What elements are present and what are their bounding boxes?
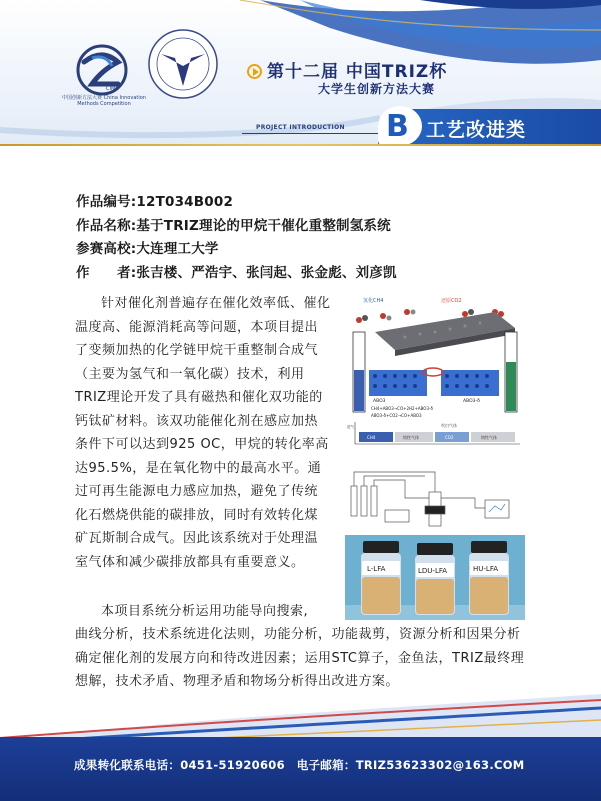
label-abo3-delta: ABO3-δ [463,399,480,404]
description-paragraph-2-cont: 曲线分析，技术系统进化法则，功能分析，功能裁剪，资源分析和因果分析确定催化剂的发展方向和待改进因素；运用STC算子，金鱼法，TRIZ最终理想解，技术矛盾、物理矛盾和物场分析得出改进方案。 [75,627,525,689]
project-id: 作品编号:12T034B002 [76,194,234,210]
category-banner [378,109,601,145]
category-letter: B [386,109,409,144]
chemical-looping-schematic [345,292,525,452]
vial-3-label: HU-LFA [473,565,498,573]
contest-subtitle: 大学生创新方法大赛 [318,82,436,96]
contest-title: 第十二届 中国TRIZ杯 [247,57,447,82]
vial-3 [469,541,509,615]
purge-gas-label: 吹扫气体 [441,423,457,428]
label-co2: 还原CO2 [441,298,462,304]
apparatus-diagram [345,462,525,532]
svg-text:CIMC: CIMC [106,86,119,92]
seq-step-2: 惰性气体 [403,435,419,440]
seq-step-3: CO2 [445,435,454,440]
project-authors: 作 者:张吉楼、严浩宇、张闫起、张金彪、刘彦凯 [76,264,397,281]
play-circle-icon [247,64,262,79]
footer-contact: 成果转化联系电话：0451-51920606 电子邮箱：TRIZ53623302@163.COM [74,758,525,772]
triz-competition-emblem-icon [143,24,223,104]
logo-caption: 中国创新方法大赛 China Innovation Methods Competition [62,95,146,107]
equation-2: ABO3-δ+CO2→CO+ABO3 [371,413,422,418]
lattice-left [369,370,427,396]
project-name: 作品名称:基于TRIZ理论的甲烷干催化重整制氢系统 [76,217,391,234]
seq-step-1: CH4 [367,435,376,440]
label-abo3: ABO3 [373,399,386,404]
vial-1-label: L-LFA [367,565,386,573]
equation-1: CH4+ABO3→CO+2H2+ABO3-δ [371,406,433,411]
project-info [76,190,516,284]
category-badge [378,106,422,146]
vial-2-label: LDU-LFA [418,567,448,575]
header-divider [0,144,601,146]
description-paragraph-2-start: 本项目系统分析运用功能导向搜索, [101,604,309,619]
seq-step-4: 惰性气体 [481,435,497,440]
project-school: 参赛高校:大连理工大学 [76,241,219,257]
description-paragraph-1: 针对催化剂普遍存在催化效率低、催化温度高、能源消耗高等问题，本项目提出了变频加热的化学链甲烷干重整制合成气（主要为氢气和一氧化碳）技术，利用TRIZ理论开发了具有磁热和催化双功能的钙钛矿材料。该双功能催化剂在感应加热条件下可以达到925 OC，甲烷的转化率高达95.5%，是在氧化物中的最高水平。通过可再生能源电力感应加热，避免了传统化石燃烧供能的碳排放，同时有效转化煤矿瓦斯制合成气。因此该系统对于处理温室气体和减少碳排放都具有重要意义。 [75,296,331,570]
sample-vials-photo [345,535,525,620]
section-label: PROJECT INTRODUCTION [242,124,382,134]
category-name: 工艺改进类 [426,119,527,141]
axis-label: 进气 [347,425,354,429]
vial-2 [415,543,455,615]
lattice-right [441,370,499,396]
label-ch4: 氢化CH4 [363,298,384,304]
vial-1 [361,541,401,615]
